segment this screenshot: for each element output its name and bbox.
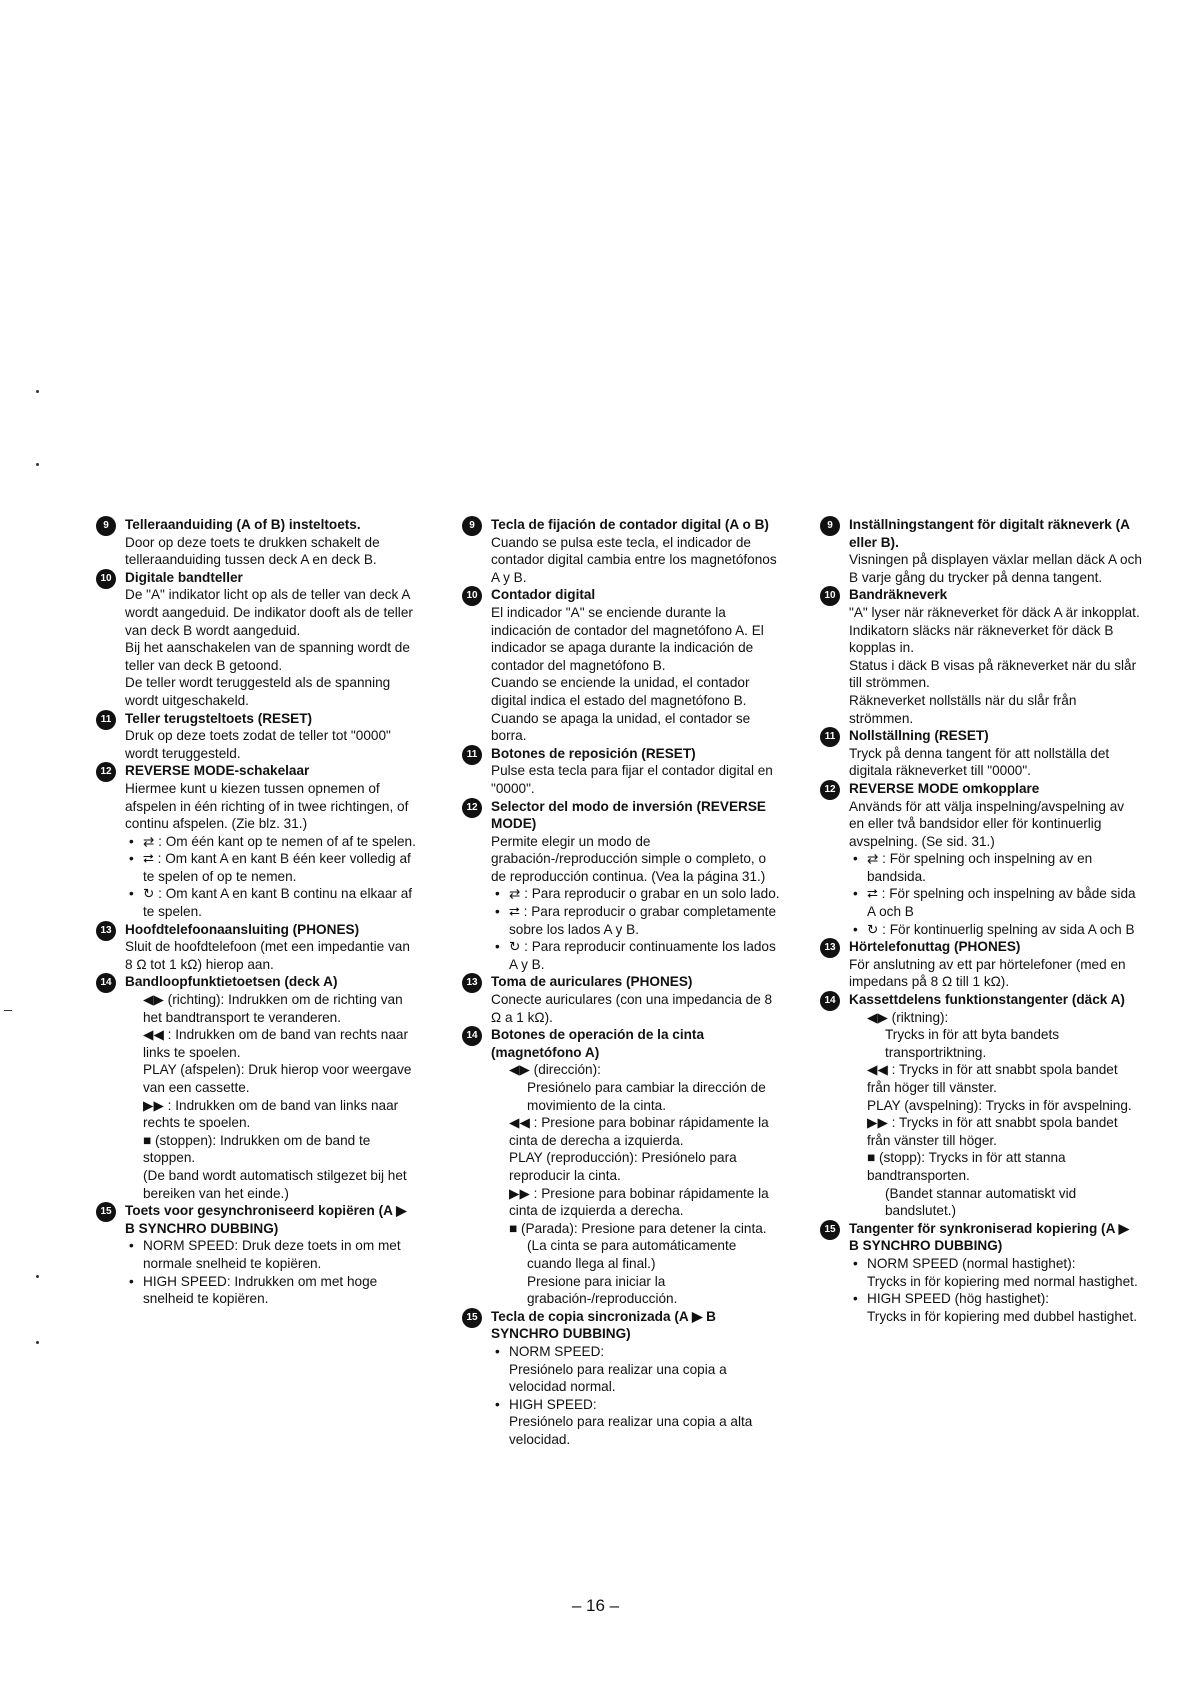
section-text: De "A" indikator licht op als de teller van deck A wordt aangeduid. De indikator dooft als de teller van deck B wordt aangeduid.: [125, 587, 413, 638]
section-text: Cuando se enciende la unidad, el contador digital indica el estado del magnetófono B.: [491, 675, 750, 708]
bullet-item: • NORM SPEED: Druk deze toets in om met normale snelheid te kopiëren.: [125, 1237, 418, 1272]
number-14-marker: 14: [96, 973, 116, 993]
section-text: Permite elegir un modo de grabación-/reproducción simple o completo, o de reproducción continua. (Vea la página 31.): [491, 833, 767, 884]
page-number: – 16 –: [571, 1596, 620, 1615]
bullet-item: • HIGH SPEED (hög hastighet):: [849, 1290, 1142, 1308]
function-note: (Bandet stannar automatiskt vid bandslutet.): [885, 1185, 1077, 1219]
number-14-marker: 14: [820, 991, 840, 1011]
section-title: Tecla de copia sincronizada (A ▶ B SYNCHRO DUBBING): [491, 1308, 716, 1342]
function-item: PLAY (afspelen): Druk hierop voor weergave van een cassette.: [143, 1062, 412, 1095]
function-text: Presiónelo para cambiar la dirección de movimiento de la cinta.: [527, 1080, 766, 1113]
section-14: [96, 973, 418, 1202]
number-15-marker: 15: [462, 1308, 482, 1328]
function-item: ■ (stoppen): Indrukken om de band te stoppen.: [143, 1132, 371, 1166]
bullet-text: Presiónelo para realizar una copia a velocidad normal.: [509, 1361, 727, 1395]
section-title: Toma de auriculares (PHONES): [491, 974, 693, 990]
number-13-marker: 13: [820, 938, 840, 958]
function-item: ◀▶ (richting): Indrukken om de richting van het bandtransport te veranderen.: [143, 992, 403, 1025]
column-dutch: [96, 516, 418, 1308]
section-12: [96, 762, 418, 920]
bullet-item: • ⮂ : Para reproducir o grabar completamente sobre los lados A y B.: [491, 903, 782, 938]
number-15-marker: 15: [96, 1202, 116, 1222]
function-item: ◀◀ : Presione para bobinar rápidamente la cinta de derecha a izquierda.: [509, 1115, 769, 1148]
bullet-item: • ⮂ : För spelning och inspelning av både sida A och B: [849, 885, 1142, 920]
section-title: REVERSE MODE-schakelaar: [125, 763, 310, 779]
section-title: Botones de operación de la cinta (magnetófono A): [491, 1027, 705, 1060]
bullet-item: • HIGH SPEED:: [491, 1396, 782, 1414]
scan-speck: [36, 463, 39, 466]
section-9: [96, 516, 418, 569]
scan-speck: [36, 390, 39, 393]
section-text: "A" lyser när räkneverket för däck A är inkopplat. Indikatorn släcks när räkneverket för däck B kopplas in.: [849, 604, 1140, 656]
function-text: Trycks in för att byta bandets transportriktning.: [885, 1027, 1060, 1060]
function-note: (De band wordt automatisch stilgezet bij het bereiken van het einde.): [143, 1167, 407, 1201]
column-swedish: [820, 516, 1142, 1325]
function-item: ◀▶ (dirección):: [509, 1062, 601, 1078]
number-9-marker: 9: [820, 516, 840, 536]
section-9: [462, 516, 782, 586]
section-text: Cuando se apaga la unidad, el contador se borra.: [491, 710, 751, 744]
section-15: [96, 1202, 418, 1308]
section-title: Hörtelefonuttag (PHONES): [849, 939, 1021, 955]
section-title: Toets voor gesynchroniseerd kopiëren (A ▶ B SYNCHRO DUBBING): [125, 1203, 407, 1236]
section-9: [820, 516, 1142, 586]
bullet-item: • ↻ : För kontinuerlig spelning av sida A och B: [849, 921, 1142, 939]
section-11: [820, 727, 1142, 780]
section-14: [820, 991, 1142, 1220]
scan-mark: [4, 1010, 12, 1011]
bullet-text: Presiónelo para realizar una copia a alta velocidad.: [509, 1414, 753, 1447]
bullet-text: Trycks in för kopiering med dubbel hastighet.: [867, 1308, 1137, 1324]
section-11: [462, 745, 782, 798]
section-text: För anslutning av ett par hörtelefoner (med en impedans på 8 Ω till 1 kΩ).: [849, 956, 1126, 990]
section-text: Bij het aanschakelen van de spanning wordt de teller van deck B getoond.: [125, 640, 410, 673]
section-12: [820, 780, 1142, 938]
function-item: ■ (stopp): Trycks in för att stanna bandtransporten.: [867, 1150, 1066, 1183]
section-title: Contador digital: [491, 587, 596, 603]
section-title: Teller terugsteltoets (RESET): [125, 710, 313, 726]
number-11-marker: 11: [820, 727, 840, 747]
section-11: [96, 710, 418, 763]
section-text: Status i däck B visas på räkneverket när du slår till strömmen.: [849, 657, 1137, 691]
function-item: ◀▶ (riktning):: [867, 1009, 949, 1025]
number-10-marker: 10: [820, 586, 840, 606]
scan-speck: [36, 1275, 39, 1278]
section-13: [820, 938, 1142, 991]
bullet-item: • ⇄ : För spelning och inspelning av en bandsida.: [849, 850, 1142, 885]
column-spanish: [462, 516, 782, 1448]
section-text: Visningen på displayen växlar mellan däck A och B varje gång du trycker på denna tangent.: [849, 552, 1142, 585]
section-title: Tangenter för synkroniserad kopiering (A ▶ B SYNCHRO DUBBING): [849, 1220, 1130, 1254]
section-15: [462, 1308, 782, 1449]
section-13: [96, 921, 418, 974]
number-12-marker: 12: [96, 762, 116, 782]
section-title: Botones de reposición (RESET): [491, 745, 696, 761]
number-10-marker: 10: [96, 569, 116, 589]
number-9-marker: 9: [462, 516, 482, 536]
function-item: ◀◀ : Indrukken om de band van rechts naar links te spoelen.: [143, 1027, 408, 1060]
section-title: Nollställning (RESET): [849, 728, 989, 744]
section-text: De teller wordt teruggesteld als de spanning wordt uitgeschakeld.: [125, 675, 391, 708]
bullet-item: • ⇄ : Om één kant op te nemen of af te spelen.: [125, 833, 418, 851]
section-text: Används för att välja inspelning/avspelning av en eller två bandsidor eller för kontinuerlig avspelning. (Se sid. 31.): [849, 798, 1125, 849]
section-text: Druk op deze toets zodat de teller tot "0000" wordt teruggesteld.: [125, 728, 391, 761]
section-title: Kassettdelens funktionstangenter (däck A): [849, 992, 1125, 1008]
number-14-marker: 14: [462, 1026, 482, 1046]
function-note: Presione para iniciar la grabación-/reproducción.: [527, 1273, 678, 1307]
function-note: (La cinta se para automáticamente cuando llega al final.): [527, 1238, 737, 1271]
number-12-marker: 12: [462, 798, 482, 818]
section-title: REVERSE MODE omkopplare: [849, 780, 1040, 796]
function-item: PLAY (avspelning): Trycks in för avspelning.: [867, 1097, 1132, 1113]
function-item: ■ (Parada): Presione para detener la cinta.: [509, 1220, 767, 1236]
bullet-item: • HIGH SPEED: Indrukken om met hoge snelheid te kopiëren.: [125, 1273, 418, 1308]
bullet-item: • ⮂ : Om kant A en kant B één keer volledig af te spelen of op te nemen.: [125, 850, 418, 885]
section-text: Tryck på denna tangent för att nollställa det digitala räkneverket till "0000".: [849, 745, 1110, 779]
number-9-marker: 9: [96, 516, 116, 536]
section-title: Tecla de fijación de contador digital (A o B): [491, 517, 769, 532]
bullet-item: • ⇄ : Para reproducir o grabar en un solo lado.: [491, 885, 782, 903]
bullet-text: Trycks in för kopiering med normal hastighet.: [867, 1273, 1138, 1289]
bullet-item: • ↻ : Om kant A en kant B continu na elkaar af te spelen.: [125, 885, 418, 920]
section-13: [462, 973, 782, 1026]
number-13-marker: 13: [96, 921, 116, 941]
number-15-marker: 15: [820, 1220, 840, 1240]
section-title: Telleraanduiding (A of B) insteltoets.: [125, 517, 361, 532]
function-item: ▶▶ : Trycks in för att snabbt spola bandet från vänster till höger.: [867, 1115, 1118, 1148]
number-10-marker: 10: [462, 586, 482, 606]
section-text: Sluit de hoofdtelefoon (met een impedantie van 8 Ω tot 1 kΩ) hierop aan.: [125, 939, 410, 972]
section-10: [462, 586, 782, 744]
number-12-marker: 12: [820, 780, 840, 800]
section-10: [96, 569, 418, 710]
number-11-marker: 11: [462, 745, 482, 765]
section-text: Door op deze toets te drukken schakelt de telleraanduiding tussen deck A en deck B.: [125, 534, 380, 568]
section-title: Bandräkneverk: [849, 587, 948, 603]
function-item: ◀◀ : Trycks in för att snabbt spola bandet från höger till vänster.: [867, 1062, 1118, 1095]
section-title: Bandloopfunktietoetsen (deck A): [125, 974, 338, 990]
function-item: PLAY (reproducción): Presiónelo para reproducir la cinta.: [509, 1150, 737, 1183]
scan-speck: [36, 1341, 39, 1344]
section-text: El indicador "A" se enciende durante la indicación de contador del magnetófono A. El indicador se apaga durante la indicación de contador del magnetófono B.: [491, 604, 764, 673]
number-13-marker: 13: [462, 973, 482, 993]
section-14: [462, 1026, 782, 1308]
section-title: Selector del modo de inversión (REVERSE MODE): [491, 798, 766, 832]
bullet-item: • NORM SPEED:: [491, 1343, 782, 1361]
section-text: Hiermee kunt u kiezen tussen opnemen of afspelen in één richting of in twee richtingen, of continu afspelen. (Zie blz. 31.): [125, 780, 409, 832]
bullet-item: • ↻ : Para reproducir continuamente los lados A y B.: [491, 938, 782, 973]
number-11-marker: 11: [96, 710, 116, 730]
section-12: [462, 798, 782, 974]
section-text: Conecte auriculares (con una impedancia de 8 Ω a 1 kΩ).: [491, 992, 773, 1025]
section-title: Hoofdtelefoonaansluiting (PHONES): [125, 921, 360, 937]
section-title: Inställningstangent för digitalt räkneverk (A eller B).: [849, 517, 1130, 550]
bullet-item: • NORM SPEED (normal hastighet):: [849, 1255, 1142, 1273]
function-item: ▶▶ : Indrukken om de band van links naar rechts te spoelen.: [143, 1097, 399, 1131]
section-title: Digitale bandteller: [125, 569, 243, 585]
section-text: Pulse esta tecla para fijar el contador digital en "0000".: [491, 763, 773, 796]
section-text: Räkneverket nollställs när du slår från strömmen.: [849, 692, 1077, 726]
section-10: [820, 586, 1142, 727]
section-text: Cuando se pulsa este tecla, el indicador de contador digital cambia entre los magnetófonos A y B.: [491, 534, 777, 585]
function-item: ▶▶ : Presione para bobinar rápidamente la cinta de izquierda a derecha.: [509, 1185, 769, 1219]
section-15: [820, 1220, 1142, 1326]
